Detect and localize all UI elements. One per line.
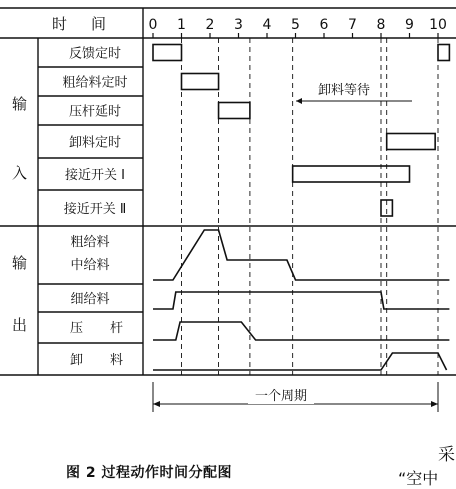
tick-label: 3 (234, 17, 243, 33)
feed-fine-wave (153, 292, 449, 309)
input-pulse (438, 45, 449, 61)
figure-caption: 图 2 过程动作时间分配图 (66, 465, 232, 481)
input-row-label: 接近开关 Ⅱ (63, 202, 127, 217)
wait-label: 卸料等待 (317, 83, 371, 98)
group-label-input: 入 (12, 164, 28, 182)
tick-label: 9 (405, 17, 414, 33)
tick-label: 0 (148, 17, 158, 33)
output-row-label: 粗给料 (70, 235, 110, 250)
input-row-label: 压杆延时 (68, 104, 122, 120)
tick-label: 5 (291, 17, 300, 33)
tick-label: 10 (429, 17, 447, 33)
tick-label: 2 (205, 17, 215, 33)
input-row-label: 反馈定时 (68, 46, 122, 62)
header-interval-char: 间 (91, 15, 107, 33)
input-pulse (219, 103, 250, 119)
input-pulse (182, 74, 219, 90)
wait-arrowhead (296, 98, 302, 104)
tick-label: 7 (348, 17, 357, 33)
output-row-label: 杆 (110, 321, 124, 336)
group-label-output: 出 (12, 316, 28, 334)
input-pulse (293, 166, 410, 182)
output-row-label: 中给料 (70, 258, 110, 273)
tick-label: 4 (262, 17, 272, 33)
feed-coarse-medium-wave (153, 230, 449, 280)
cropped-text-fragment: “空中 (398, 469, 439, 488)
output-row-label: 细给料 (70, 292, 110, 307)
input-row-label: 粗给料定时 (62, 75, 128, 91)
tick-label: 1 (177, 17, 186, 33)
group-label-input: 输 (12, 95, 28, 113)
output-row-label: 卸 (70, 353, 84, 368)
header-time-char: 时 (52, 15, 68, 33)
period-label: 一个周期 (254, 389, 308, 404)
tick-label: 6 (319, 17, 329, 33)
input-row-label: 接近开关 Ⅰ (65, 168, 125, 183)
period-arrowhead (153, 401, 160, 407)
group-label-output: 输 (12, 254, 28, 272)
output-row-label: 料 (110, 353, 124, 368)
unload-wave (153, 353, 447, 370)
input-pulse (387, 134, 435, 150)
press-rod-wave (153, 322, 449, 340)
output-row-label: 压 (70, 321, 84, 336)
input-row-label: 卸料定时 (68, 135, 122, 151)
tick-label: 8 (376, 17, 386, 33)
cropped-text-fragment: 采 (438, 445, 455, 465)
waveforms (153, 45, 449, 371)
period-arrowhead (431, 401, 438, 407)
input-pulse (153, 45, 182, 61)
